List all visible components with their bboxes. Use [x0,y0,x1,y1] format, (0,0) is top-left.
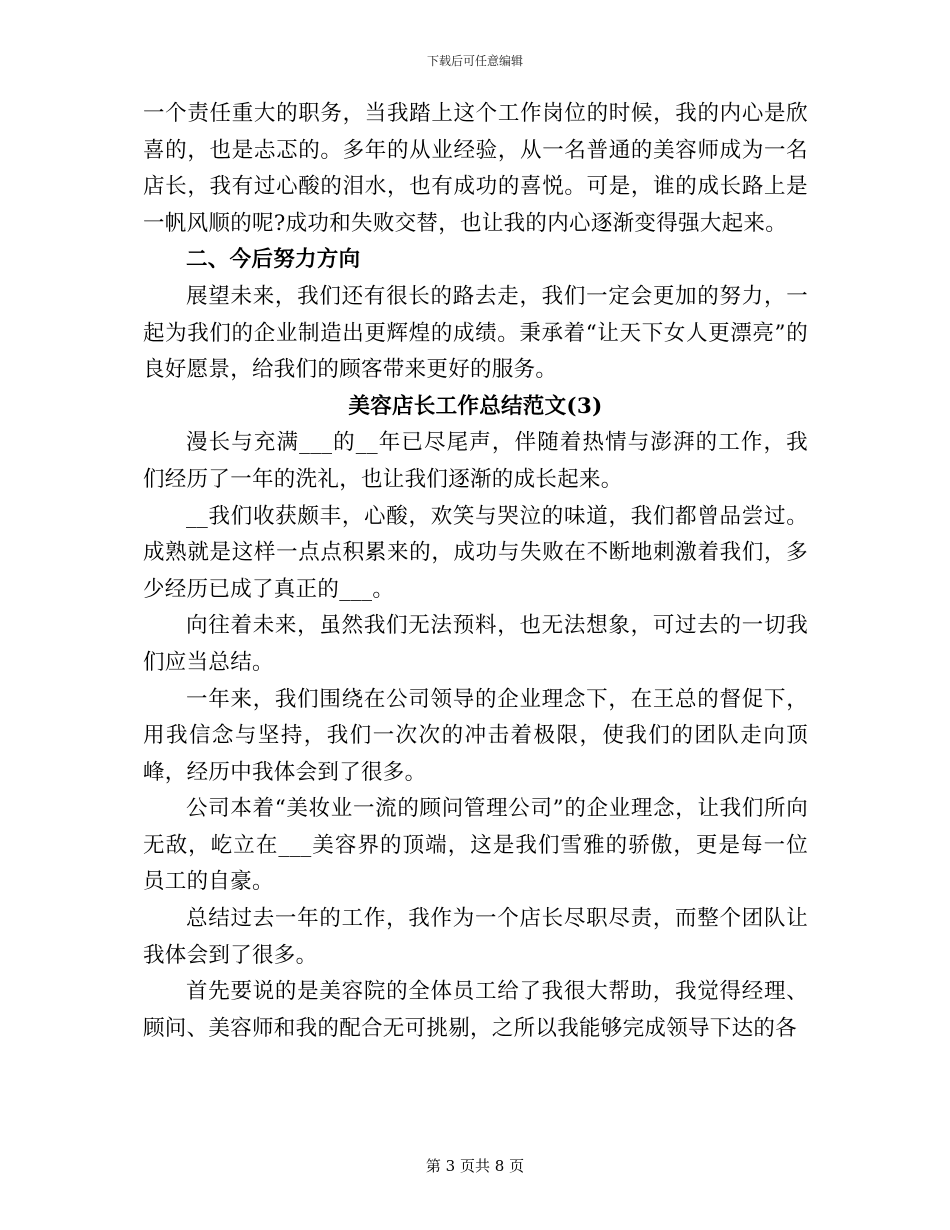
page-header: 下载后可任意编辑 [426,54,523,68]
document-title: 美容店长工作总结范文(3) [348,393,603,419]
body-paragraph: 一年来，我们围绕在公司领导的企业理念下，在王总的督促下，用我信念与坚持，我们一次次的冲击着极限，使我们的团队走向顶峰，经历中我体会到了很多。 [143,686,808,785]
body-paragraph: 公司本着“美妆业一流的顾问管理公司”的企业理念，让我们所向无敌，屹立在___美容界的顶端，这是我们雪雅的骄傲，更是每一位员工的自豪。 [143,796,808,895]
body-paragraph: 展望未来，我们还有很长的路去走，我们一定会更加的努力，一起为我们的企业制造出更辉煌的成绩。秉承着“让天下女人更漂亮”的良好愿景，给我们的顾客带来更好的服务。 [143,283,808,383]
body-paragraph: 漫长与充满___的__年已尽尾声，伴随着热情与澎湃的工作，我们经历了一年的洗礼，也让我们逐渐的成长起来。 [143,430,808,492]
document-body [143,96,808,1047]
section-heading: 二、今后努力方向 [186,247,361,273]
body-paragraph: 向往着未来，虽然我们无法预料，也无法想象，可过去的一切我们应当总结。 [143,613,808,675]
body-paragraph: 首先要说的是美容院的全体员工给了我很大帮助，我觉得经理、顾问、美容师和我的配合无可挑剔，之所以我能够完成领导下达的各 [143,979,808,1041]
body-paragraph: 总结过去一年的工作，我作为一个店长尽职尽责，而整个团队让我体会到了很多。 [143,906,808,968]
page-footer: 第 3 页共 8 页 [425,1157,525,1175]
body-paragraph: __我们收获颇丰，心酸，欢笑与哭泣的味道，我们都曾品尝过。成熟就是这样一点点积累来的，成功与失败在不断地刺激着我们，多少经历已成了真正的___。 [143,503,808,602]
body-paragraph: 一个责任重大的职务，当我踏上这个工作岗位的时候，我的内心是欣喜的，也是忐忑的。多年的从业经验，从一名普通的美容师成为一名店长，我有过心酸的泪水，也有成功的喜悦。可是，谁的成长路上是一帆风顺的呢?成功和失败交替，也让我的内心逐渐变得强大起来。 [143,101,808,236]
